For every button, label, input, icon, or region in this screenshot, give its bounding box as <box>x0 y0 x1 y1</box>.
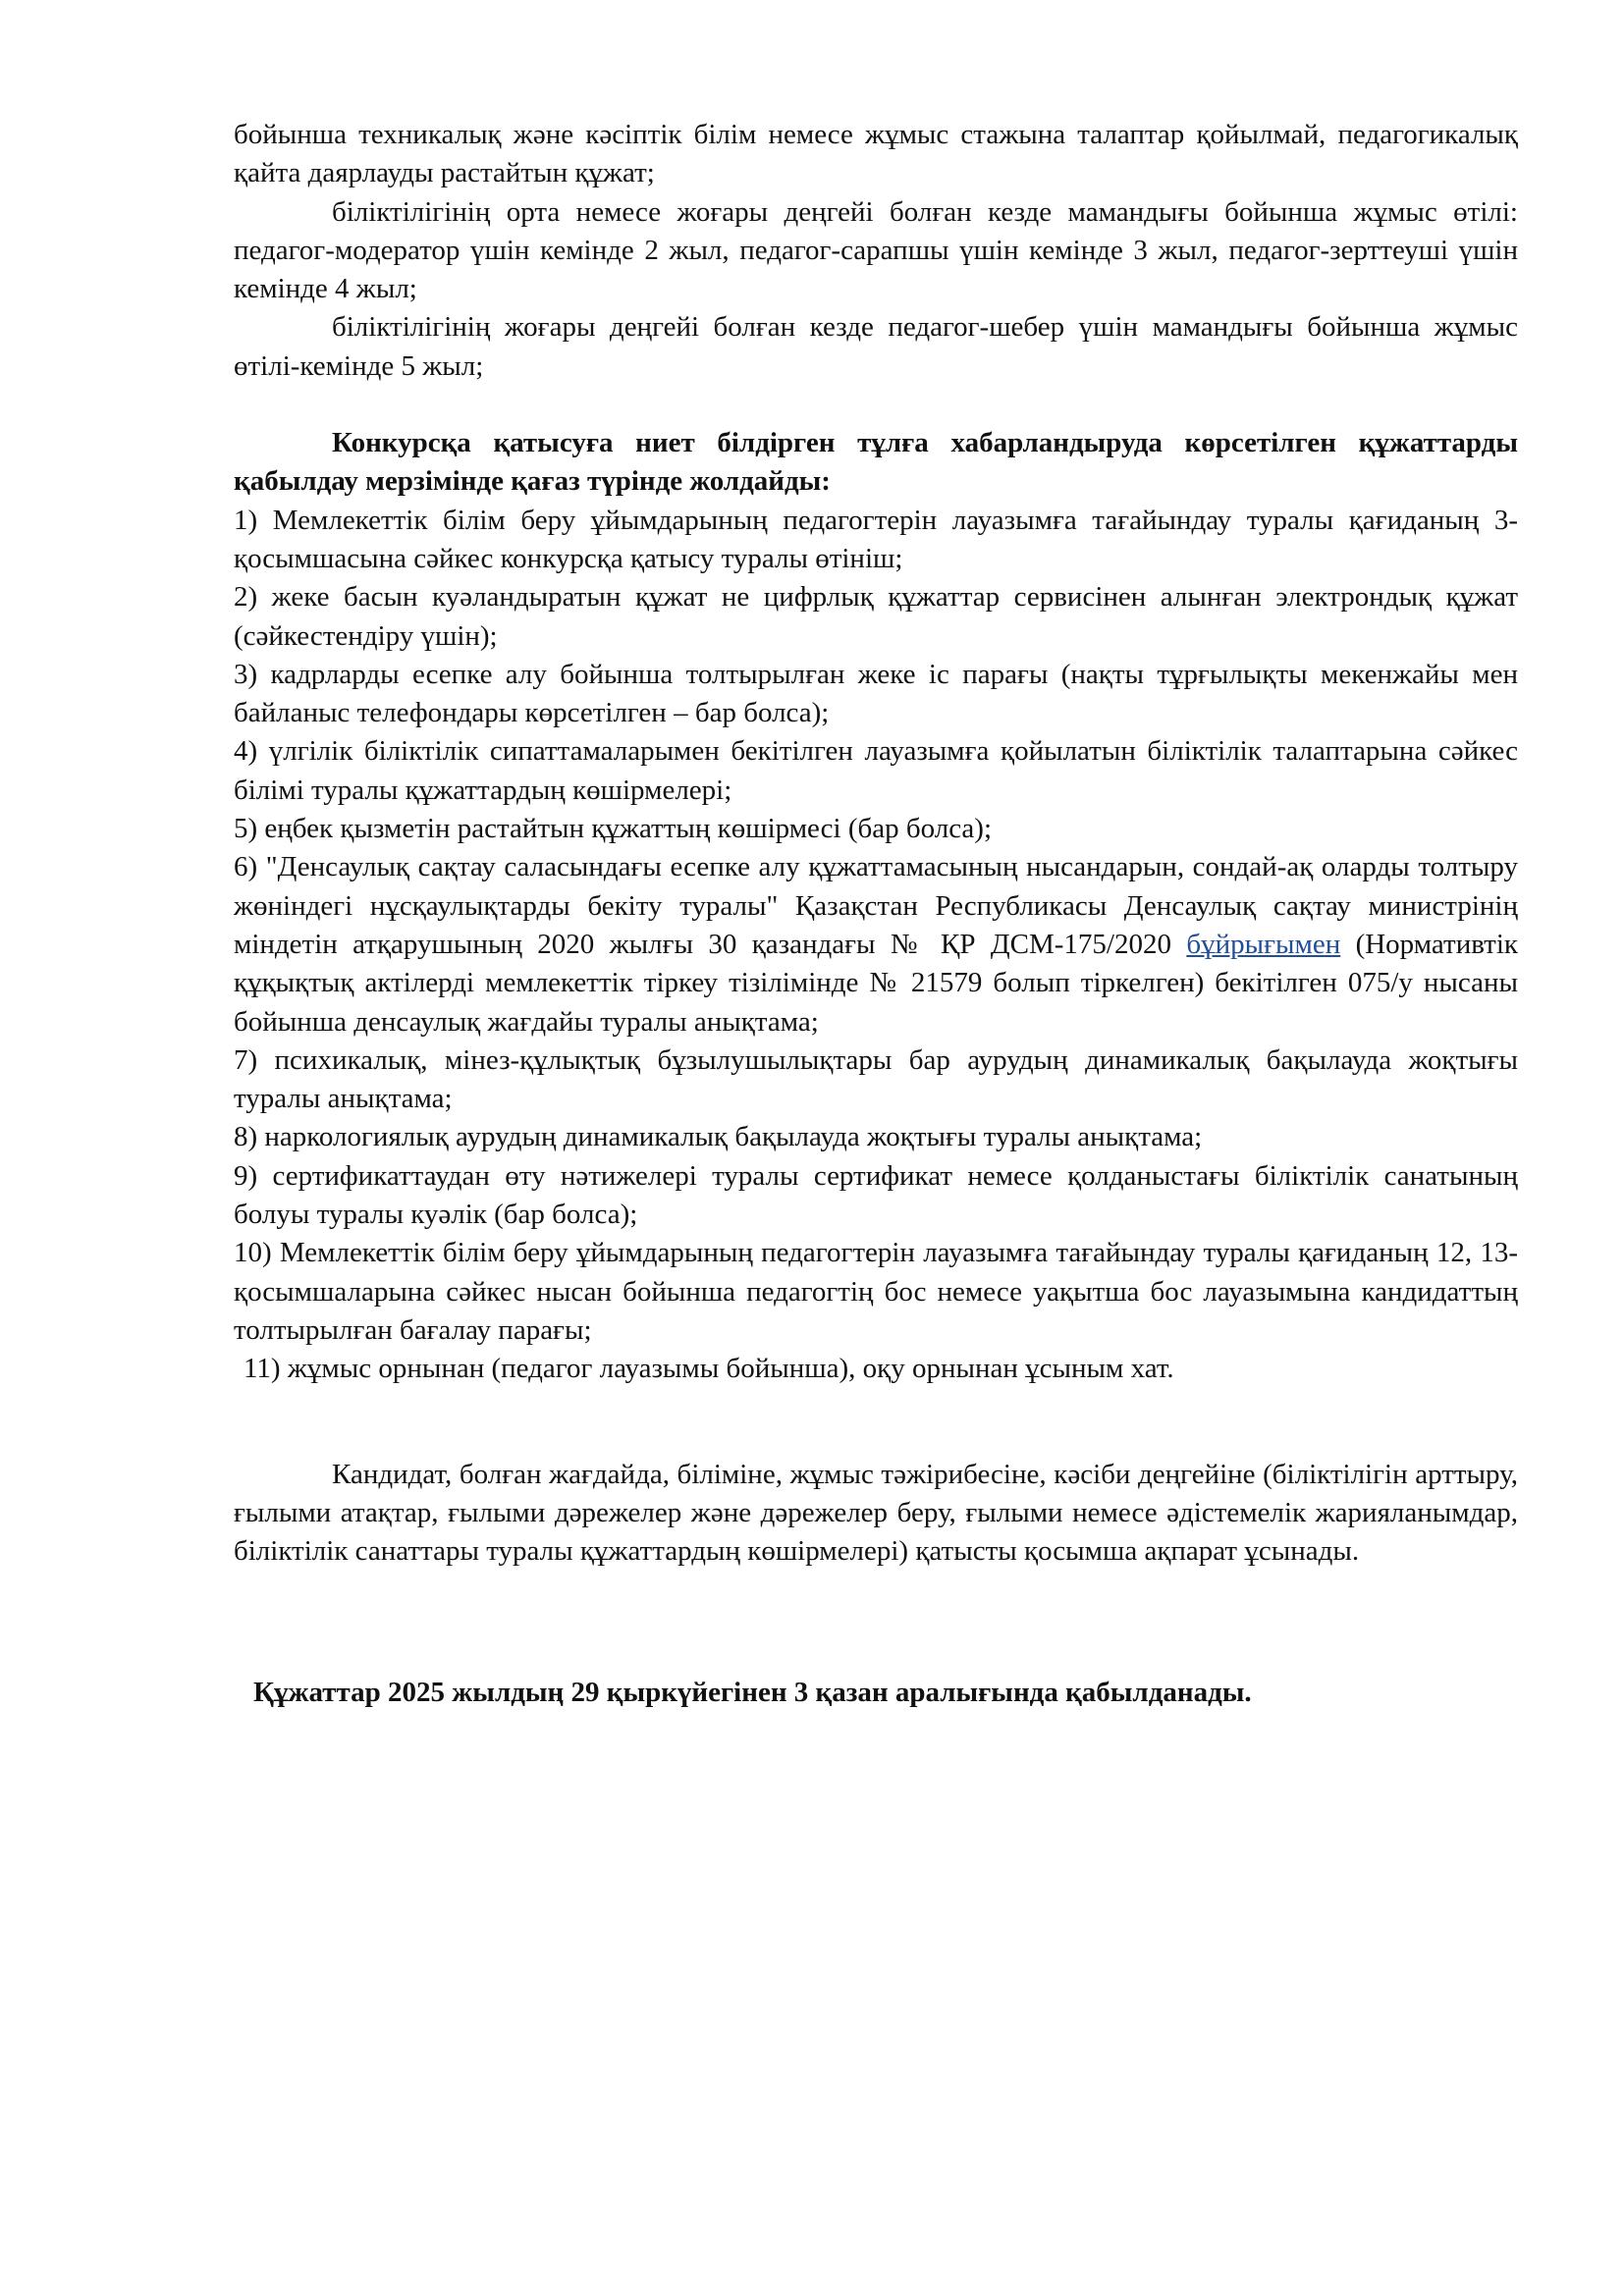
list-item-6-text-start: 6) "Денсаулық сақтау саласындағы есепке алу құжаттамасының нысандарын, сондай-ақ оларды толтыру жөніндегі нұсқаулықтарды бекіту туралы" Қазақстан Республикасы Денсаулық сақтау министрінің міндетін атқарушының 2020 жылғы 30 қазандағы № ҚР ДСМ-175/2020 <box>234 851 1518 960</box>
order-link[interactable]: бұйрығымен <box>1186 928 1341 960</box>
intro-paragraph-1: бойынша техникалық және кәсіптік білім немесе жұмыс стажына талаптар қойылмай, педагогикалық қайта даярлауды растайтын құжат; <box>234 119 1518 189</box>
additional-info-paragraph: Кандидат, болған жағдайда, біліміне, жұмыс тәжірибесіне, кәсіби деңгейіне (біліктілігін арттыру, ғылыми атақтар, ғылыми дәрежелер және дәрежелер беру, ғылыми немесе әдістемелік жарияланымдар, біліктілік санаттары туралы құжаттардың көшірмелері) қатысты қосымша ақпарат ұсынады. <box>234 1458 1518 1568</box>
intro-paragraph-3: біліктілігінің жоғары деңгейі болған кезде педагог-шебер үшін мамандығы бойынша жұмыс өтілі-кемінде 5 жыл; <box>234 311 1518 382</box>
list-item-7: 7) психикалық, мінез-құлықтық бұзылушылықтары бар аурудың динамикалық бақылауда жоқтығы туралы анықтама; <box>234 1043 1518 1115</box>
list-item-2: 2) жеке басын куәландыратын құжат не цифрлық құжаттар сервисінен алынған электрондық құжат (сәйкестендіру үшін); <box>234 581 1518 652</box>
list-item-10: 10) Мемлекеттік білім беру ұйымдарының педагогтерін лауазымға тағайындау туралы қағиданың 12, 13-қосымшаларына сәйкес нысан бойынша педагогтің бос немесе уақытша бос лауазымына кандидаттың толтырылған бағалау парағы; <box>234 1237 1518 1346</box>
list-item-9: 9) сертификаттаудан өту нәтижелері туралы сертификат немесе қолданыстағы біліктілік санатының болуы туралы куәлік (бар болса); <box>234 1159 1518 1231</box>
list-item-4: 4) үлгілік біліктілік сипаттамаларымен бекітілген лауазымға қойылатын біліктілік талаптарына сәйкес білімі туралы құжаттардың көшірмелері; <box>234 735 1518 806</box>
list-item-6 <box>234 848 1518 1041</box>
list-item-5: 5) еңбек қызметін растайтын құжаттың көшірмесі (бар болса); <box>234 813 993 845</box>
documents-heading: Конкурсқа қатысуға ниет білдірген тұлға хабарландыруда көрсетілген құжаттарды қабылдау мерзімінде қағаз түрінде жолдайды: <box>234 427 1518 498</box>
list-item-11: 11) жұмыс орнынан (педагог лауазымы бойынша), оқу орнынан ұсыным хат. <box>244 1353 1174 1385</box>
list-item-3: 3) кадрларды есепке алу бойынша толтырылған жеке іс парағы (нақты тұрғылықты мекенжайы мен байланыс телефондары көрсетілген – бар болса); <box>234 658 1518 729</box>
intro-paragraph-2: біліктілігінің орта немесе жоғары деңгейі болған кезде мамандығы бойынша жұмыс өтілі: педагог-модератор үшін кемінде 2 жыл, педагог-сарапшы үшін кемінде 3 жыл, педагог-зерттеуші үшін кемінде 4 жыл; <box>234 195 1518 305</box>
submission-dates: Құжаттар 2025 жылдың 29 қыркүйегінен 3 қазан аралығында қабылданады. <box>253 1677 1252 1709</box>
list-item-6-text-end: (Нормативтік құқықтық актілерді мемлекеттік тіркеу тізілімінде № 21579 болып тіркелген) бекітілген 075/у нысаны бойынша денсаулық жағдайы туралы анықтама; <box>234 928 1518 1038</box>
list-item-1: 1) Мемлекеттік білім беру ұйымдарының педагогтерін лауазымға тағайындау туралы қағиданың 3- қосымшасына сәйкес конкурсқа қатысу туралы өтініш; <box>234 504 1518 574</box>
list-item-8: 8) наркологиялық аурудың динамикалық бақылауда жоқтығы туралы анықтама; <box>234 1121 1203 1153</box>
